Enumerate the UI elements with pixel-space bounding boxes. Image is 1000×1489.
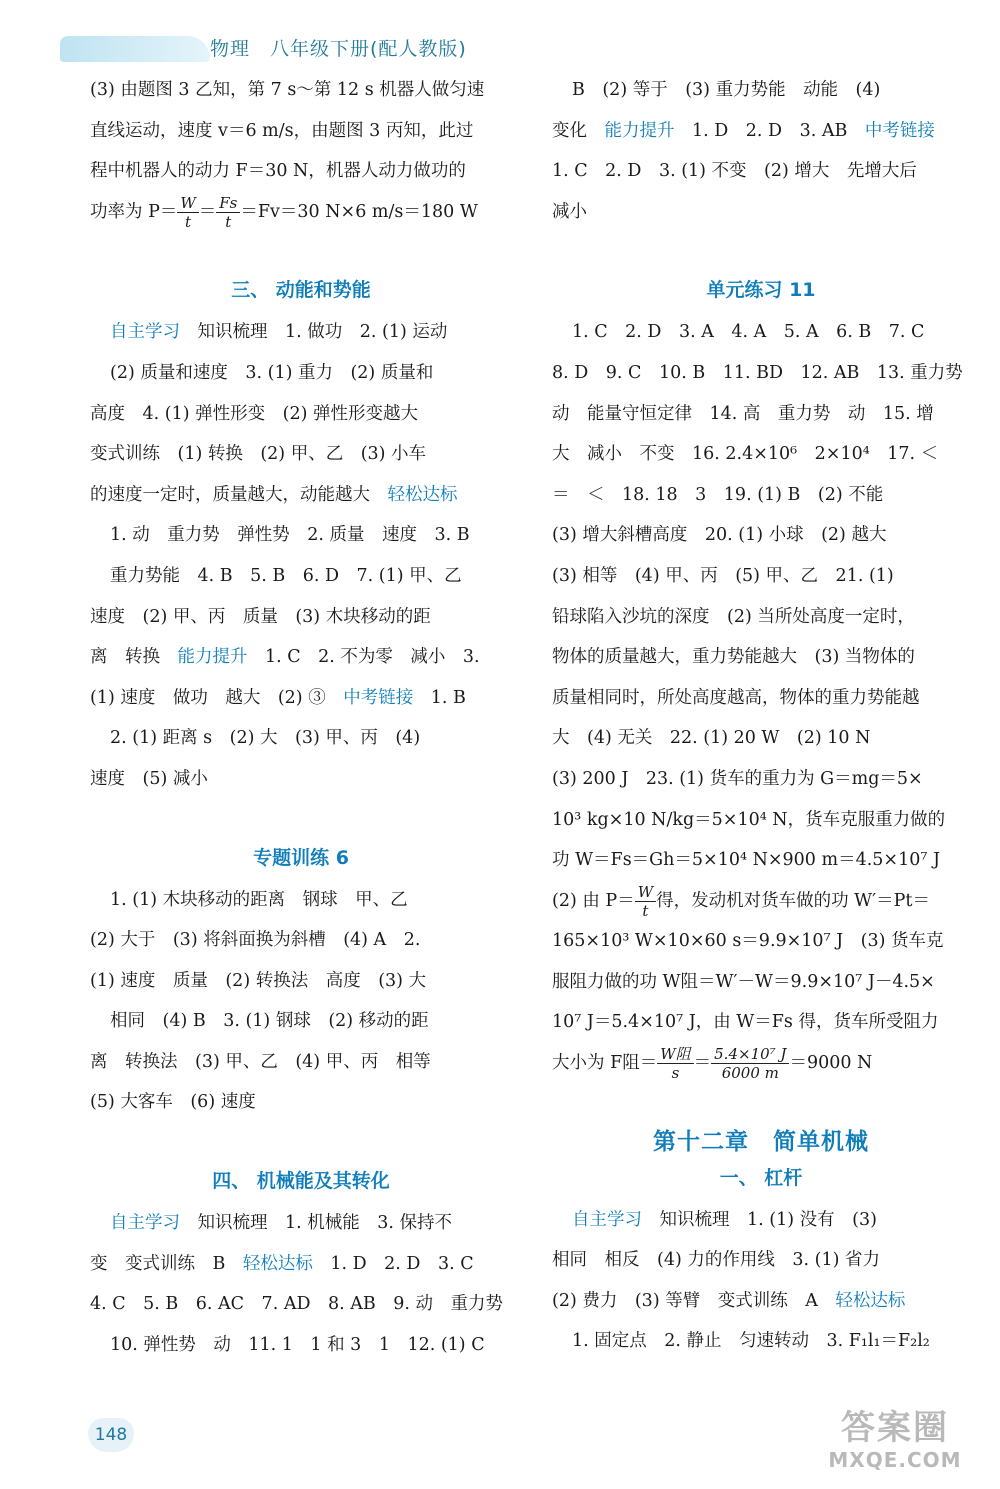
numerator: W阻	[657, 1045, 693, 1064]
header-title: 物理 八年级下册(配人教版)	[210, 38, 467, 60]
fraction-value	[711, 1045, 789, 1082]
text-line: 大 减小 不变 16. 2.4×10⁶ 2×10⁴ 17. ＜	[552, 444, 939, 465]
tag-label: 轻松达标	[242, 1253, 313, 1274]
text-line	[90, 637, 512, 678]
text-line	[552, 1200, 970, 1241]
numerator: Fs	[216, 194, 240, 213]
text-line: 质量相同时，所处高度越高，物体的重力势能越	[552, 687, 920, 708]
text-line: 高度 4. (1) 弹性形变 (2) 弹性形变越大	[90, 403, 418, 424]
denominator: t	[642, 901, 649, 920]
tag-label: 能力提升	[604, 120, 675, 141]
text-line: (3) 200 J 23. (1) 货车的重力为 G＝mg＝5×	[552, 768, 923, 789]
text-line: (2) 大于 (3) 将斜面换为斜槽 (4) A 2.	[90, 930, 421, 951]
text-line	[90, 475, 512, 516]
numerator: 5.4×10⁷ J	[711, 1045, 789, 1064]
text-line: (2) 质量和速度 3. (1) 重力 (2) 质量和	[110, 362, 434, 383]
watermark-line2: MXQE.COM	[828, 1448, 962, 1472]
text-line: 速度 (2) 甲、丙 质量 (3) 木块移动的距	[90, 606, 431, 627]
text-line: 2. (1) 距离 s (2) 大 (3) 甲、丙 (4)	[110, 728, 421, 749]
tag-label: 中考链接	[343, 687, 414, 708]
equals: ＝	[693, 1053, 712, 1074]
watermark-logo	[820, 1408, 970, 1478]
power-formula-line	[90, 192, 512, 233]
text-line: 10⁷ J＝5.4×10⁷ J，由 W＝Fs 得，货车所受阻力	[552, 1012, 939, 1033]
text-content: 的速度一定时，质量越大，动能越大	[90, 484, 370, 505]
section-title-lever: 一、 杠杆	[719, 1166, 803, 1189]
formula-suffix: ＝Fv＝30 N×6 m/s＝180 W	[240, 201, 478, 222]
text-line: 离 转换法 (3) 甲、乙 (4) 甲、丙 相等	[90, 1051, 431, 1072]
formula-suffix: ＝9000 N	[789, 1053, 873, 1074]
text-content: 变化	[552, 120, 587, 141]
tag-label: 轻松达标	[835, 1290, 906, 1311]
text-content: 变 变式训练 B	[90, 1253, 226, 1274]
text-content: 知识梳理 1. (1) 没有 (3)	[659, 1209, 877, 1230]
section-title-special-training: 专题训练 6	[253, 846, 349, 869]
text-line: (3) 增大斜槽高度 20. (1) 小球 (2) 越大	[552, 525, 887, 546]
section-title-unit-practice: 单元练习 11	[706, 279, 816, 302]
text-content: 知识梳理 1. 做功 2. (1) 运动	[197, 322, 448, 343]
section-title-kinetic-potential: 三、 动能和势能	[231, 279, 371, 302]
tag-label: 自主学习	[572, 1209, 642, 1230]
text-line: B (2) 等于 (3) 重力势能 动能 (4)	[572, 80, 881, 100]
formula-suffix: 得，发动机对货车做的功 W′＝Pt＝	[656, 890, 930, 911]
fraction-w-over-t	[635, 883, 656, 920]
text-line: 1. C 2. D 3. (1) 不变 (2) 增大 先增大后	[552, 161, 917, 182]
text-line: 动 能量守恒定律 14. 高 重力势 动 15. 增	[552, 403, 934, 424]
tag-label: 轻松达标	[387, 484, 458, 505]
text-line: 重力势能 4. B 5. B 6. D 7. (1) 甲、乙	[110, 565, 462, 586]
page-number: 148	[88, 1418, 134, 1452]
text-line: 8. D 9. C 10. B 11. BD 12. AB 13. 重力势	[552, 362, 963, 383]
text-content: 知识梳理 1. 机械能 3. 保持不	[197, 1213, 453, 1234]
text-content: 1. D 2. D 3. AB	[692, 120, 848, 141]
text-content: (2) 费力 (3) 等臂 变式训练 A	[552, 1290, 818, 1311]
equals: ＝	[198, 201, 217, 222]
text-line: 物体的质量越大，重力势能越大 (3) 当物体的	[552, 647, 915, 668]
denominator: t	[185, 212, 192, 231]
resistance-formula-line	[552, 1043, 970, 1084]
denominator: 6000 m	[721, 1064, 779, 1083]
chapter-title: 第十二章 简单机械	[653, 1128, 869, 1155]
text-content: 1. D 2. D 3. C	[330, 1253, 474, 1274]
text-line	[552, 1281, 970, 1322]
text-line: 1. (1) 木块移动的距离 钢球 甲、乙	[110, 889, 408, 910]
text-line: ＝ ＜ 18. 18 3 19. (1) B (2) 不能	[552, 484, 884, 505]
fraction-w-over-s	[657, 1045, 693, 1082]
tag-label: 自主学习	[110, 1213, 180, 1234]
text-line: 速度 (5) 减小	[90, 768, 208, 789]
denominator: s	[671, 1064, 680, 1083]
text-line: 相同 相反 (4) 力的作用线 3. (1) 省力	[552, 1250, 880, 1271]
tag-label: 中考链接	[864, 120, 935, 141]
fraction-w-over-t	[177, 194, 198, 231]
denominator: t	[225, 212, 232, 231]
page-header	[60, 28, 500, 68]
text-line: 直线运动，速度 v＝6 m/s，由题图 3 丙知，此过	[90, 120, 474, 141]
formula-prefix: 功率为 P＝	[90, 201, 178, 222]
numerator: W	[177, 194, 198, 213]
text-line: 减小	[552, 201, 587, 222]
left-column	[90, 70, 512, 1365]
formula-prefix: (2) 由 P＝	[552, 890, 635, 911]
text-content: 1. B	[430, 687, 466, 708]
text-content: (1) 速度 做功 越大 (2) ③	[90, 687, 326, 708]
text-line	[552, 111, 970, 152]
text-line: 165×10³ W×10×60 s＝9.9×10⁷ J (3) 货车克	[552, 931, 944, 952]
text-line: 4. C 5. B 6. AC 7. AD 8. AB 9. 动 重力势	[90, 1294, 504, 1315]
text-content: 1. C 2. 不为零 减小 3.	[265, 647, 480, 668]
text-line: 功 W＝Fs＝Gh＝5×10⁴ N×900 m＝4.5×10⁷ J	[552, 850, 940, 871]
text-line: 10³ kg×10 N/kg＝5×10⁴ N，货车克服重力做的	[552, 809, 946, 830]
text-line: 变式训练 (1) 转换 (2) 甲、乙 (3) 小车	[90, 444, 427, 465]
text-line	[90, 312, 512, 353]
text-line: 大 (4) 无关 22. (1) 20 W (2) 10 N	[552, 728, 871, 749]
text-line	[90, 1244, 512, 1285]
text-line: 程中机器人的动力 F＝30 N，机器人动力做功的	[90, 161, 466, 182]
formula-prefix: 大小为 F阻＝	[552, 1053, 658, 1074]
tag-label: 能力提升	[177, 647, 248, 668]
text-line: 1. 动 重力势 弹性势 2. 质量 速度 3. B	[110, 525, 470, 546]
text-line: 相同 (4) B 3. (1) 钢球 (2) 移动的距	[110, 1011, 429, 1032]
fraction-fs-over-t	[216, 194, 240, 231]
text-line: (3) 相等 (4) 甲、丙 (5) 甲、乙 21. (1)	[552, 565, 894, 586]
text-line: 10. 弹性势 动 11. 1 1 和 3 1 12. (1) C	[110, 1334, 485, 1355]
cloud-decoration-icon	[60, 36, 210, 62]
section-title-mechanical-energy: 四、 机械能及其转化	[212, 1170, 390, 1193]
text-line	[90, 1203, 512, 1244]
tag-label: 自主学习	[110, 322, 180, 343]
text-line: 1. 固定点 2. 静止 匀速转动 3. F₁l₁＝F₂l₂	[572, 1331, 930, 1352]
text-line: 铅球陷入沙坑的深度 (2) 当所处高度一定时，	[552, 606, 915, 627]
text-line: (3) 由题图 3 乙知，第 7 s～第 12 s 机器人做匀速	[90, 80, 485, 100]
right-column	[552, 70, 970, 1362]
power-formula-line	[552, 881, 970, 922]
text-line: (5) 大客车 (6) 速度	[90, 1092, 256, 1113]
text-line: (1) 速度 质量 (2) 转换法 高度 (3) 大	[90, 970, 427, 991]
text-content: 离 转换	[90, 647, 160, 668]
text-line	[90, 678, 512, 719]
text-line: 1. C 2. D 3. A 4. A 5. A 6. B 7. C	[572, 322, 925, 343]
numerator: W	[635, 883, 656, 902]
text-line: 服阻力做的功 W阻＝W′－W＝9.9×10⁷ J－4.5×	[552, 971, 935, 992]
watermark-line1: 答案圈	[841, 1408, 949, 1448]
